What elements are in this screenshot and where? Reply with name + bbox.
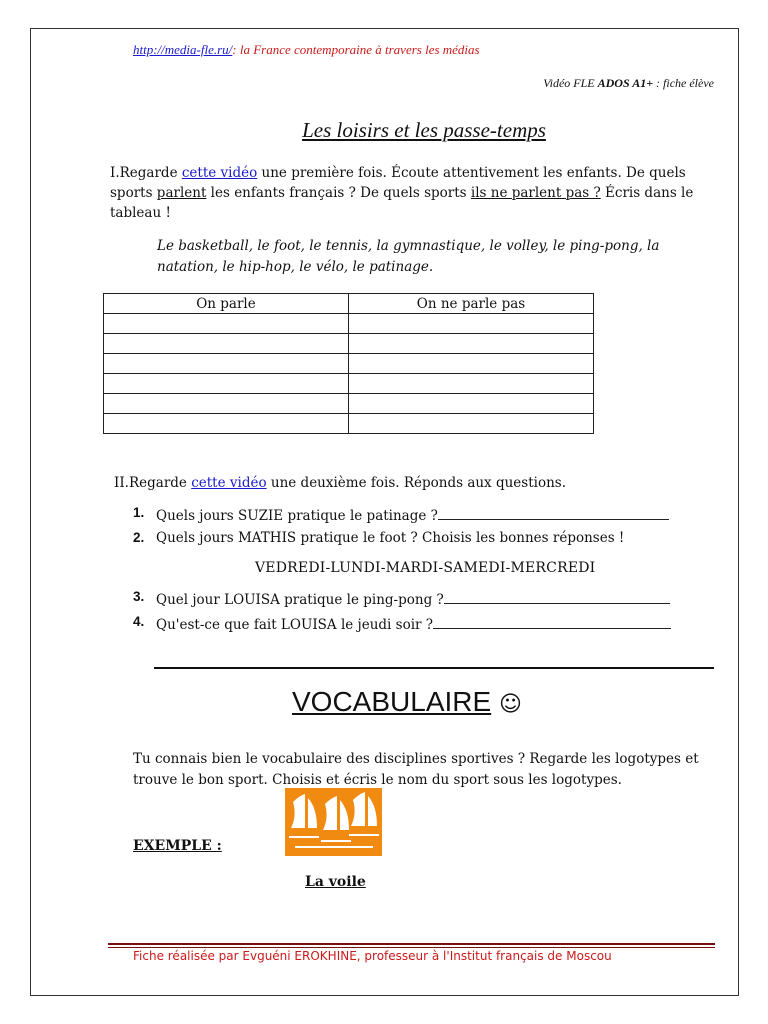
section1-underline-b: ils ne parlent pas ?	[470, 185, 601, 201]
list-item	[133, 505, 713, 530]
answer-table	[103, 293, 594, 434]
question-text: Qu'est-ce que fait LOUISA le jeudi soir ?	[156, 617, 434, 633]
vocabulary-heading	[292, 686, 522, 718]
example-answer: La voile	[305, 874, 366, 890]
sports-list: Le basketball, le foot, le tennis, la gymnastique, le volley, le ping-pong, la natation, le hip-hop, le vélo, le patinage.	[157, 238, 660, 275]
list-item	[133, 530, 713, 555]
question-number: 1.	[133, 505, 145, 520]
vocabulary-title: VOCABULAIRE	[292, 686, 492, 717]
site-header	[133, 42, 480, 58]
footer-credit: Fiche réalisée par Evguéni EROKHINE, professeur à l'Institut français de Moscou	[133, 949, 612, 963]
level-label	[543, 76, 714, 91]
section-divider	[154, 667, 714, 669]
smiley-icon: ☺	[498, 692, 522, 717]
section2-text-a: Regarde	[128, 475, 192, 491]
question-number: 3.	[133, 589, 145, 604]
table-cell[interactable]	[104, 394, 349, 414]
section1-text-b: une première fois. Écoute attentivement les enfants. De quels sports	[110, 165, 686, 201]
section1-numeral: I.	[110, 165, 120, 181]
question-text: Quels jours SUZIE pratique le patinage ?	[156, 508, 438, 524]
days-options: VEDREDI-LUNDI-MARDI-SAMEDI-MERCREDI	[255, 560, 596, 576]
table-row	[104, 354, 594, 374]
answer-blank[interactable]	[444, 589, 670, 604]
list-item	[133, 589, 713, 614]
question-text: Quel jour LOUISA pratique le ping-pong ?	[156, 592, 444, 608]
question-text: Quels jours MATHIS pratique le foot ? Choisis les bonnes réponses !	[156, 530, 625, 546]
table-cell[interactable]	[349, 394, 594, 414]
table-row	[104, 334, 594, 354]
answer-blank[interactable]	[438, 505, 669, 520]
video-link-1[interactable]: cette vidéo	[181, 165, 258, 181]
table-row	[104, 374, 594, 394]
section2-instructions	[114, 473, 714, 493]
level-bold: ADOS A1+	[597, 76, 654, 90]
table-cell[interactable]	[349, 374, 594, 394]
footer-rule	[108, 943, 715, 945]
question-number: 4.	[133, 614, 145, 629]
level-prefix: Vidéo FLE	[543, 76, 598, 90]
table-cell[interactable]	[349, 314, 594, 334]
table-row	[104, 394, 594, 414]
table-cell[interactable]	[349, 414, 594, 434]
section1-text-d: Écris dans le tableau !	[110, 185, 694, 221]
video-link-2[interactable]: cette vidéo	[191, 475, 267, 491]
question-number: 2.	[133, 530, 145, 545]
table-cell[interactable]	[104, 354, 349, 374]
table-cell[interactable]	[104, 314, 349, 334]
table-row	[104, 414, 594, 434]
table-cell[interactable]	[349, 354, 594, 374]
example-label: EXEMPLE :	[133, 838, 222, 854]
table-header-on-parle: On parle	[104, 294, 349, 314]
answer-blank[interactable]	[433, 614, 671, 629]
table-cell[interactable]	[104, 374, 349, 394]
table-cell[interactable]	[104, 414, 349, 434]
list-item	[133, 614, 713, 639]
table-cell[interactable]	[349, 334, 594, 354]
table-header-on-ne-parle-pas: On ne parle pas	[349, 294, 594, 314]
section1-text-a: Regarde	[119, 165, 182, 181]
section2-text-b: une deuxième fois. Réponds aux questions.	[266, 475, 566, 491]
footer-rule-thin	[108, 947, 715, 948]
vocabulary-instructions: Tu connais bien le vocabulaire des disciplines sportives ? Regarde les logotypes et trouve le bon sport. Choisis et écris le nom du sport sous les logotypes.	[133, 751, 699, 788]
sailing-logo-icon	[285, 788, 382, 856]
level-suffix: : fiche élève	[653, 76, 714, 90]
section2-numeral: II.	[114, 475, 129, 491]
site-tagline: : la France contemporaine à travers les médias	[232, 42, 480, 57]
section1-underline-a: parlent	[156, 185, 207, 201]
site-link[interactable]: http://media-fle.ru/	[133, 42, 233, 57]
section1-instructions	[110, 163, 710, 223]
table-row	[104, 314, 594, 334]
section1-text-c: les enfants français ? De quels sports	[206, 185, 471, 201]
table-cell[interactable]	[104, 334, 349, 354]
page-title: Les loisirs et les passe-temps	[302, 118, 546, 142]
